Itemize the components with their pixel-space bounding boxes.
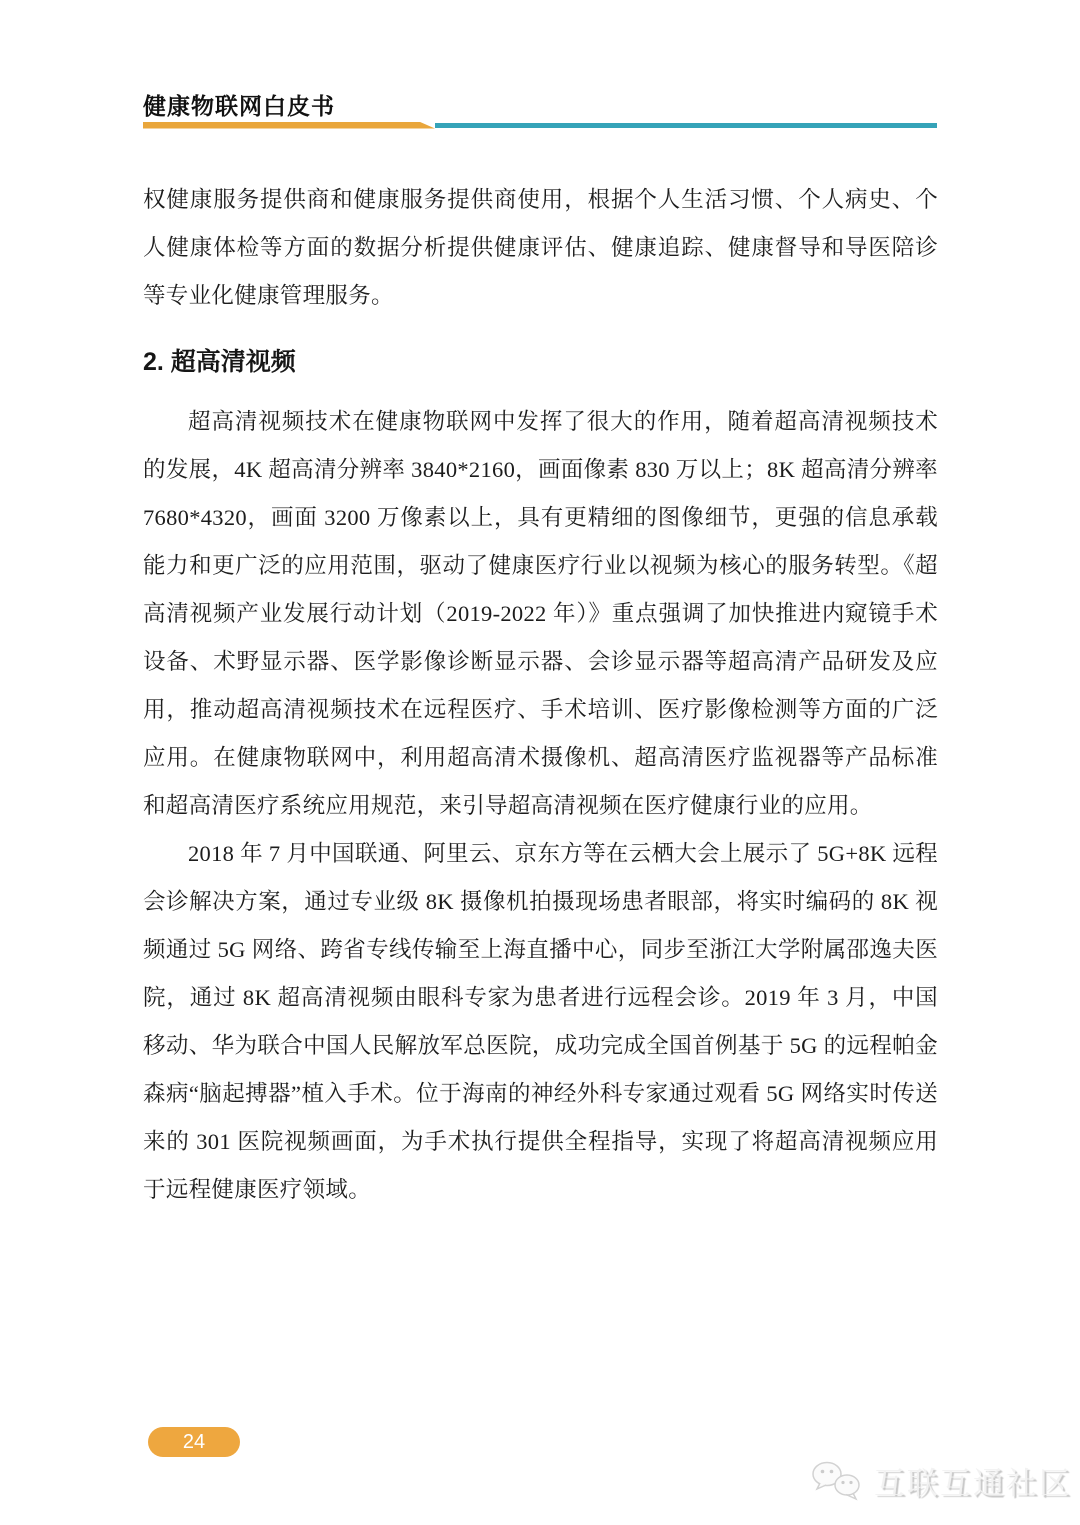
intro-paragraph: 权健康服务提供商和健康服务提供商使用，根据个人生活习惯、个人病史、个人健康体检等方面的数据分析提供健康评估、健康追踪、健康督导和导医陪诊等专业化健康管理服务。 [143, 187, 938, 308]
header-rule [143, 121, 937, 129]
watermark-text: 互联互通社区 [874, 1466, 1072, 1501]
watermark [810, 1458, 1072, 1503]
page-number-badge [148, 1427, 240, 1457]
page-number: 24 [182, 1430, 206, 1453]
section-paragraph-1: 超高清视频技术在健康物联网中发挥了很大的作用，随着超高清视频技术的发展，4K 超高清分辨率 3840*2160，画面像素 830 万以上；8K 超高清分辨率 7680*4320，画面 3200 万像素以上，具有更精细的图像细节，更强的信息承载能力和更广泛的应用范围，驱动了健康医疗行业以视频为核心的服务转型。《超高清视频产业发展行动计划（2019-2022 年）》重点强调了加快推进内窥镜手术设备、术野显示器、医学影像诊断显示器、会诊显示器等超高清产品研发及应用，推动超高清视频技术在远程医疗、手术培训、医疗影像检测等方面的广泛应用。在健康物联网中，利用超高清术摄像机、超高清医疗监视器等产品标准和超高清医疗系统应用规范，来引导超高清视频在医疗健康行业的应用。 [143, 409, 938, 818]
page-content [143, 176, 938, 1214]
header-rule-orange-segment [143, 122, 435, 129]
header-rule-teal-segment [435, 123, 937, 128]
section-paragraph-2: 2018 年 7 月中国联通、阿里云、京东方等在云栖大会上展示了 5G+8K 远程会诊解决方案，通过专业级 8K 摄像机拍摄现场患者眼部，将实时编码的 8K 视频通过 5G 网络、跨省专线传输至上海直播中心，同步至浙江大学附属邵逸夫医院，通过 8K 超高清视频由眼科专家为患者进行远程会诊。2019 年 3 月，中国移动、华为联合中国人民解放军总医院，成功完成全国首例基于 5G 的远程帕金森病“脑起搏器”植入手术。位于海南的神经外科专家通过观看 5G 网络实时传送来的 301 医院视频画面，为手术执行提供全程指导，实现了将超高清视频应用于远程健康医疗领域。 [143, 841, 938, 1202]
section-heading: 2. 超高清视频 [143, 348, 296, 376]
wechat-chat-bubbles-icon [810, 1459, 866, 1503]
document-title: 健康物联网白皮书 [143, 94, 335, 119]
